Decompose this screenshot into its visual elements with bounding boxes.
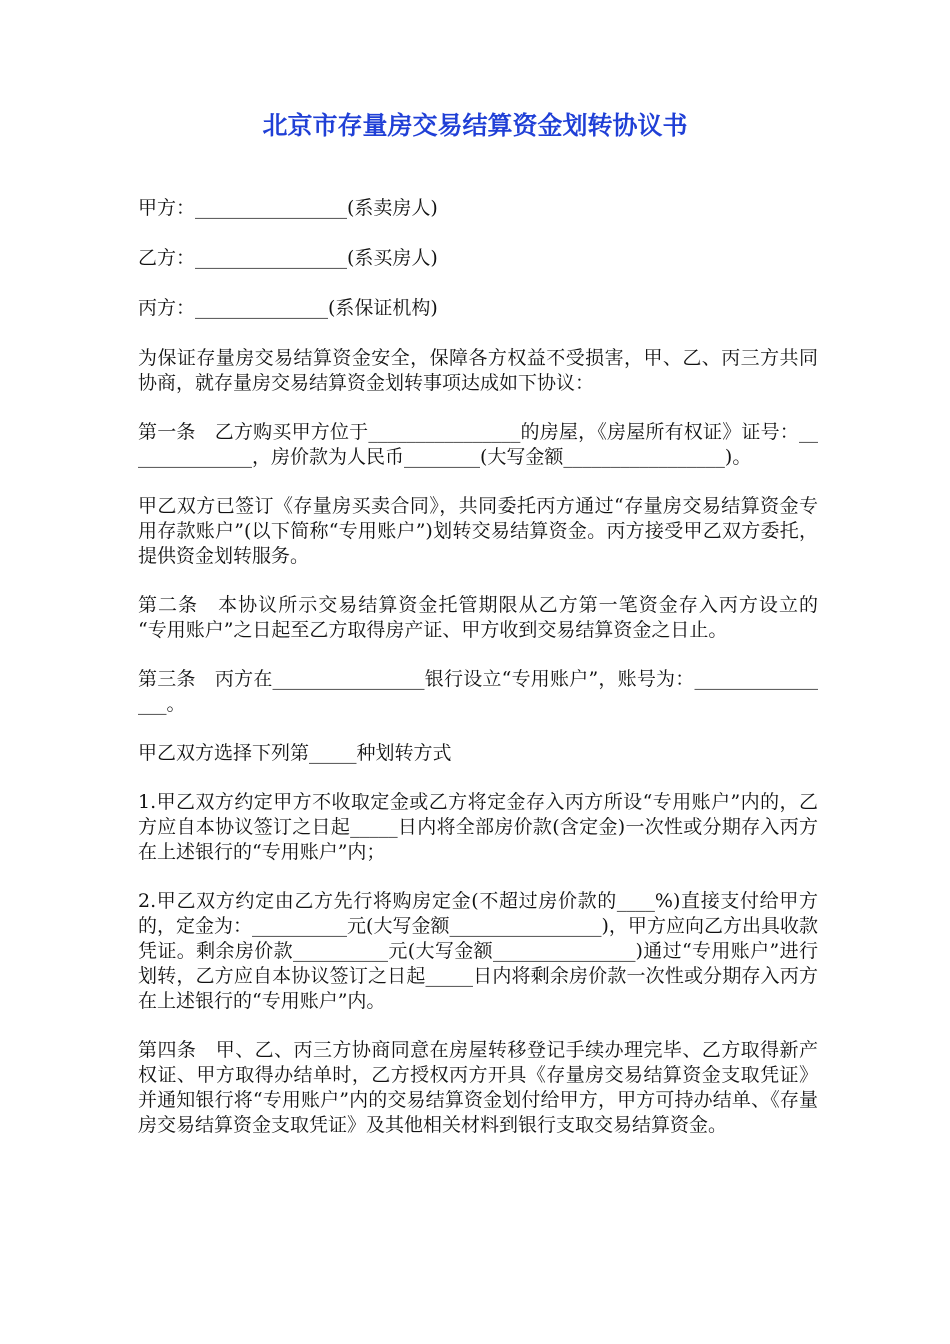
document-body: [138, 196, 818, 1162]
article-1-paragraph: 第一条 乙方购买甲方位于________________的房屋，《房屋所有权证》证号：______________，房价款为人民币________(大写金额_________________)。: [138, 421, 818, 468]
article-4-paragraph: 第四条 甲、乙、丙三方协商同意在房屋转移登记手续办理完毕、乙方取得新产权证、甲方取得办结单时，乙方授权丙方开具《存量房交易结算资金支取凭证》并通知银行将“专用账户”内的交易结算资金划付给甲方，甲方可持办结单、《存量房交易结算资金支取凭证》及其他相关材料到银行支取交易结算资金。: [138, 1039, 818, 1136]
method-2-paragraph: 2.甲乙双方约定由乙方先行将购房定金(不超过房价款的____%)直接支付给甲方的，定金为：__________元(大写金额________________)，甲方应向乙方出具收款凭证。剩余房价款__________元(大写金额_______________)通过“专用账户”进行划转，乙方应自本协议签订之日起_____日内将剩余房价款一次性或分期存入丙方在上述银行的“专用账户”内。: [138, 890, 818, 1012]
transfer-method-choice: 甲乙双方选择下列第_____种划转方式: [138, 742, 452, 764]
party-a-line: 甲方：________________(系卖房人): [138, 197, 438, 219]
article-3-paragraph: 第三条 丙方在________________银行设立“专用账户”，账号为：________________。: [138, 668, 818, 715]
preamble-paragraph: 为保证存量房交易结算资金安全，保障各方权益不受损害，甲、乙、丙三方共同协商，就存量房交易结算资金划转事项达成如下协议：: [138, 347, 818, 394]
document-title: 北京市存量房交易结算资金划转协议书: [262, 111, 688, 140]
method-1-paragraph: 1.甲乙双方约定甲方不收取定金或乙方将定金存入丙方所设“专用账户”内的，乙方应自本协议签订之日起_____日内将全部房价款(含定金)一次性或分期存入丙方在上述银行的“专用账户”内；: [138, 791, 818, 863]
party-b-line: 乙方：________________(系买房人): [138, 247, 438, 269]
commission-paragraph: 甲乙双方已签订《存量房买卖合同》，共同委托丙方通过“存量房交易结算资金专用存款账户”(以下简称“专用账户”)划转交易结算资金。丙方接受甲乙双方委托，提供资金划转服务。: [138, 495, 818, 567]
party-c-line: 丙方：______________(系保证机构): [138, 297, 438, 319]
article-2-paragraph: 第二条 本协议所示交易结算资金托管期限从乙方第一笔资金存入丙方设立的 “专用账户”之日起至乙方取得房产证、甲方收到交易结算资金之日止。: [138, 594, 818, 641]
